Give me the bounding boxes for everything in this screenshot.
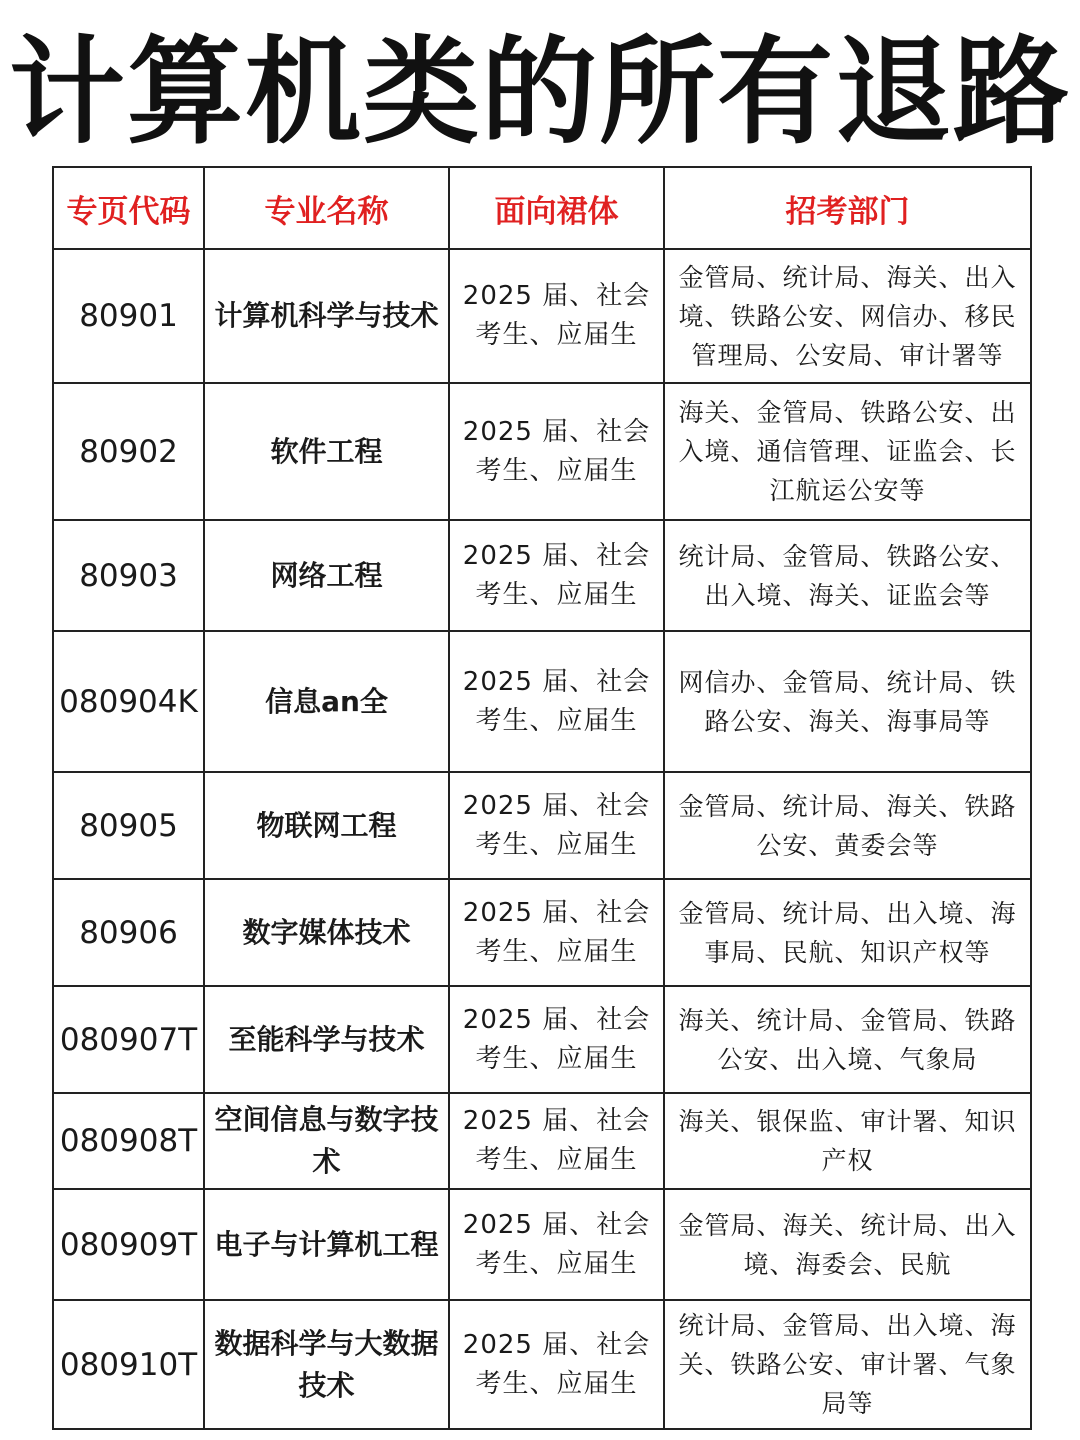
target-group: 2025 届、社会考生、应届生 <box>449 520 664 631</box>
header-departments: 招考部门 <box>664 167 1031 249</box>
target-group: 2025 届、社会考生、应届生 <box>449 1300 664 1429</box>
recruiting-departments: 金管局、统计局、海关、出入境、铁路公安、网信办、移民管理局、公安局、审计署等 <box>664 249 1031 383</box>
table-row <box>53 383 1031 520</box>
major-code: 080908T <box>53 1093 204 1189</box>
table-row <box>53 879 1031 986</box>
recruiting-departments: 统计局、金管局、铁路公安、出入境、海关、证监会等 <box>664 520 1031 631</box>
table-row <box>53 986 1031 1093</box>
major-code: 80905 <box>53 772 204 879</box>
recruiting-departments: 海关、银保监、审计署、知识产权 <box>664 1093 1031 1189</box>
recruiting-departments: 海关、统计局、金管局、铁路公安、出入境、气象局 <box>664 986 1031 1093</box>
major-name: 网络工程 <box>204 520 449 631</box>
table-row <box>53 1300 1031 1429</box>
table-row <box>53 631 1031 772</box>
major-name: 数据科学与大数据技术 <box>204 1300 449 1429</box>
target-group: 2025 届、社会考生、应届生 <box>449 986 664 1093</box>
recruiting-departments: 金管局、统计局、海关、铁路公安、黄委会等 <box>664 772 1031 879</box>
majors-table <box>52 166 1032 1430</box>
header-code: 专页代码 <box>53 167 204 249</box>
major-code: 080907T <box>53 986 204 1093</box>
major-name: 计算机科学与技术 <box>204 249 449 383</box>
table-row <box>53 1189 1031 1300</box>
table-row <box>53 520 1031 631</box>
table-row <box>53 249 1031 383</box>
recruiting-departments: 统计局、金管局、出入境、海关、铁路公安、审计署、气象局等 <box>664 1300 1031 1429</box>
major-code: 080910T <box>53 1300 204 1429</box>
major-code: 80903 <box>53 520 204 631</box>
recruiting-departments: 金管局、统计局、出入境、海事局、民航、知识产权等 <box>664 879 1031 986</box>
recruiting-departments: 海关、金管局、铁路公安、出入境、通信管理、证监会、长江航运公安等 <box>664 383 1031 520</box>
target-group: 2025 届、社会考生、应届生 <box>449 249 664 383</box>
header-target: 面向裙体 <box>449 167 664 249</box>
major-code: 80902 <box>53 383 204 520</box>
target-group: 2025 届、社会考生、应届生 <box>449 772 664 879</box>
target-group: 2025 届、社会考生、应届生 <box>449 631 664 772</box>
major-name: 电子与计算机工程 <box>204 1189 449 1300</box>
major-code: 80901 <box>53 249 204 383</box>
major-name: 信息an全 <box>204 631 449 772</box>
header-major: 专业名称 <box>204 167 449 249</box>
target-group: 2025 届、社会考生、应届生 <box>449 879 664 986</box>
target-group: 2025 届、社会考生、应届生 <box>449 1093 664 1189</box>
target-group: 2025 届、社会考生、应届生 <box>449 383 664 520</box>
major-code: 080904K <box>53 631 204 772</box>
table-row <box>53 772 1031 879</box>
recruiting-departments: 金管局、海关、统计局、出入境、海委会、民航 <box>664 1189 1031 1300</box>
page-title: 计算机类的所有退路 <box>9 25 1071 160</box>
major-code: 080909T <box>53 1189 204 1300</box>
major-code: 80906 <box>53 879 204 986</box>
major-name: 物联网工程 <box>204 772 449 879</box>
major-name: 空间信息与数字技术 <box>204 1093 449 1189</box>
major-name: 数字媒体技术 <box>204 879 449 986</box>
recruiting-departments: 网信办、金管局、统计局、铁路公安、海关、海事局等 <box>664 631 1031 772</box>
table-row <box>53 1093 1031 1189</box>
target-group: 2025 届、社会考生、应届生 <box>449 1189 664 1300</box>
major-name: 软件工程 <box>204 383 449 520</box>
major-name: 至能科学与技术 <box>204 986 449 1093</box>
table-header-row <box>53 167 1031 249</box>
